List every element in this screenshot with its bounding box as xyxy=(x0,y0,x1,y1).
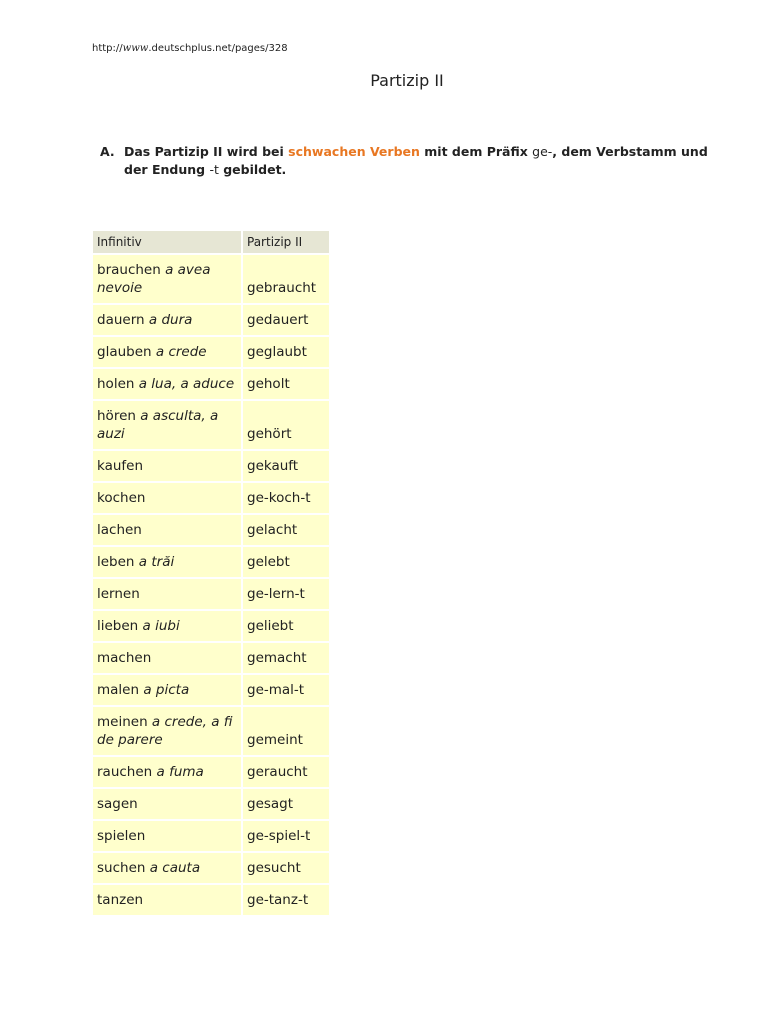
table-row xyxy=(93,885,329,917)
intro-highlight: schwachen Verben xyxy=(288,144,420,159)
participle-cell: ge-tanz-t xyxy=(243,885,329,917)
verb-infinitive: holen xyxy=(97,376,135,392)
infinitive-cell xyxy=(93,579,243,611)
infinitive-cell xyxy=(93,515,243,547)
participle-cell: gekauft xyxy=(243,451,329,483)
verb-translation: a iubi xyxy=(142,618,180,634)
table-row xyxy=(93,643,329,675)
participle-cell: gesagt xyxy=(243,789,329,821)
verb-infinitive: lieben xyxy=(97,618,139,634)
participle-cell: gehört xyxy=(243,401,329,451)
header-infinitiv: Infinitiv xyxy=(93,231,243,255)
verb-infinitive: kaufen xyxy=(97,458,144,474)
table-row xyxy=(93,821,329,853)
verb-infinitive: spielen xyxy=(97,828,146,844)
infinitive-cell xyxy=(93,789,243,821)
intro-part3: , dem Verbstamm und der Endung xyxy=(124,144,708,177)
table-row xyxy=(93,515,329,547)
participle-cell: gelebt xyxy=(243,547,329,579)
verb-translation: a asculta, a auzi xyxy=(97,408,219,442)
table-row xyxy=(93,483,329,515)
infinitive-cell xyxy=(93,675,243,707)
verb-infinitive: malen xyxy=(97,682,140,698)
verb-infinitive: rauchen xyxy=(97,764,153,780)
verb-translation: a fuma xyxy=(156,764,204,780)
infinitive-cell xyxy=(93,451,243,483)
participle-cell: gesucht xyxy=(243,853,329,885)
table-row xyxy=(93,707,329,757)
verb-translation: a dura xyxy=(148,312,193,328)
intro-part4: gebildet. xyxy=(218,162,287,177)
infinitive-cell xyxy=(93,255,243,305)
verb-translation: a crede, a fi de parere xyxy=(97,714,233,748)
table-row xyxy=(93,547,329,579)
verb-infinitive: glauben xyxy=(97,344,152,360)
verb-infinitive: brauchen xyxy=(97,262,161,278)
table-row xyxy=(93,369,329,401)
participle-cell: gedauert xyxy=(243,305,329,337)
table-row xyxy=(93,789,329,821)
participle-cell: ge-lern-t xyxy=(243,579,329,611)
verb-infinitive: machen xyxy=(97,650,152,666)
infinitive-cell xyxy=(93,821,243,853)
verb-table xyxy=(93,231,329,917)
verb-translation: a picta xyxy=(143,682,190,698)
source-url[interactable] xyxy=(92,43,288,54)
participle-cell: gelacht xyxy=(243,515,329,547)
table-row xyxy=(93,337,329,369)
page-title: Partizip II xyxy=(370,71,444,90)
table-row xyxy=(93,255,329,305)
table-row xyxy=(93,675,329,707)
verb-infinitive: lernen xyxy=(97,586,140,602)
table-row xyxy=(93,757,329,789)
participle-cell: ge-koch-t xyxy=(243,483,329,515)
verb-infinitive: leben xyxy=(97,554,135,570)
verb-infinitive: tanzen xyxy=(97,892,144,908)
verb-translation: a crede xyxy=(155,344,207,360)
infinitive-cell xyxy=(93,369,243,401)
verb-infinitive: hören xyxy=(97,408,136,424)
intro-prefix: ge- xyxy=(532,144,553,159)
verb-table-body xyxy=(93,255,329,917)
participle-cell: geliebt xyxy=(243,611,329,643)
header-partizip: Partizip II xyxy=(243,231,329,255)
table-row xyxy=(93,853,329,885)
participle-cell: geholt xyxy=(243,369,329,401)
participle-cell: geglaubt xyxy=(243,337,329,369)
intro-paragraph xyxy=(100,143,720,179)
participle-cell: gebraucht xyxy=(243,255,329,305)
verb-translation: a avea nevoie xyxy=(97,262,211,296)
infinitive-cell xyxy=(93,547,243,579)
intro-part1: Das Partizip II wird bei xyxy=(124,144,289,159)
intro-text xyxy=(124,143,720,179)
intro-part2: mit dem Präfix xyxy=(419,144,533,159)
verb-translation: a cauta xyxy=(149,860,201,876)
table-row xyxy=(93,451,329,483)
intro-ending: -t xyxy=(209,162,219,177)
verb-translation: a trăi xyxy=(138,554,175,570)
infinitive-cell xyxy=(93,337,243,369)
verb-infinitive: lachen xyxy=(97,522,142,538)
table-row xyxy=(93,611,329,643)
table-row xyxy=(93,305,329,337)
verb-infinitive: suchen xyxy=(97,860,146,876)
participle-cell: gemacht xyxy=(243,643,329,675)
table-row xyxy=(93,401,329,451)
infinitive-cell xyxy=(93,853,243,885)
infinitive-cell xyxy=(93,643,243,675)
participle-cell: ge-spiel-t xyxy=(243,821,329,853)
participle-cell: gemeint xyxy=(243,707,329,757)
url-rest: .deutschplus.net/pages/328 xyxy=(148,43,288,54)
verb-infinitive: dauern xyxy=(97,312,145,328)
verb-infinitive: sagen xyxy=(97,796,138,812)
participle-cell: ge-mal-t xyxy=(243,675,329,707)
participle-cell: geraucht xyxy=(243,757,329,789)
url-www: www xyxy=(122,43,149,54)
infinitive-cell xyxy=(93,885,243,917)
url-prefix: http:// xyxy=(92,43,123,54)
verb-infinitive: kochen xyxy=(97,490,146,506)
infinitive-cell xyxy=(93,483,243,515)
verb-infinitive: meinen xyxy=(97,714,148,730)
intro-letter: A. xyxy=(100,144,115,159)
verb-translation: a lua, a aduce xyxy=(138,376,235,392)
infinitive-cell xyxy=(93,401,243,451)
infinitive-cell xyxy=(93,305,243,337)
infinitive-cell xyxy=(93,611,243,643)
infinitive-cell xyxy=(93,757,243,789)
table-header-row xyxy=(93,231,329,255)
table-row xyxy=(93,579,329,611)
infinitive-cell xyxy=(93,707,243,757)
